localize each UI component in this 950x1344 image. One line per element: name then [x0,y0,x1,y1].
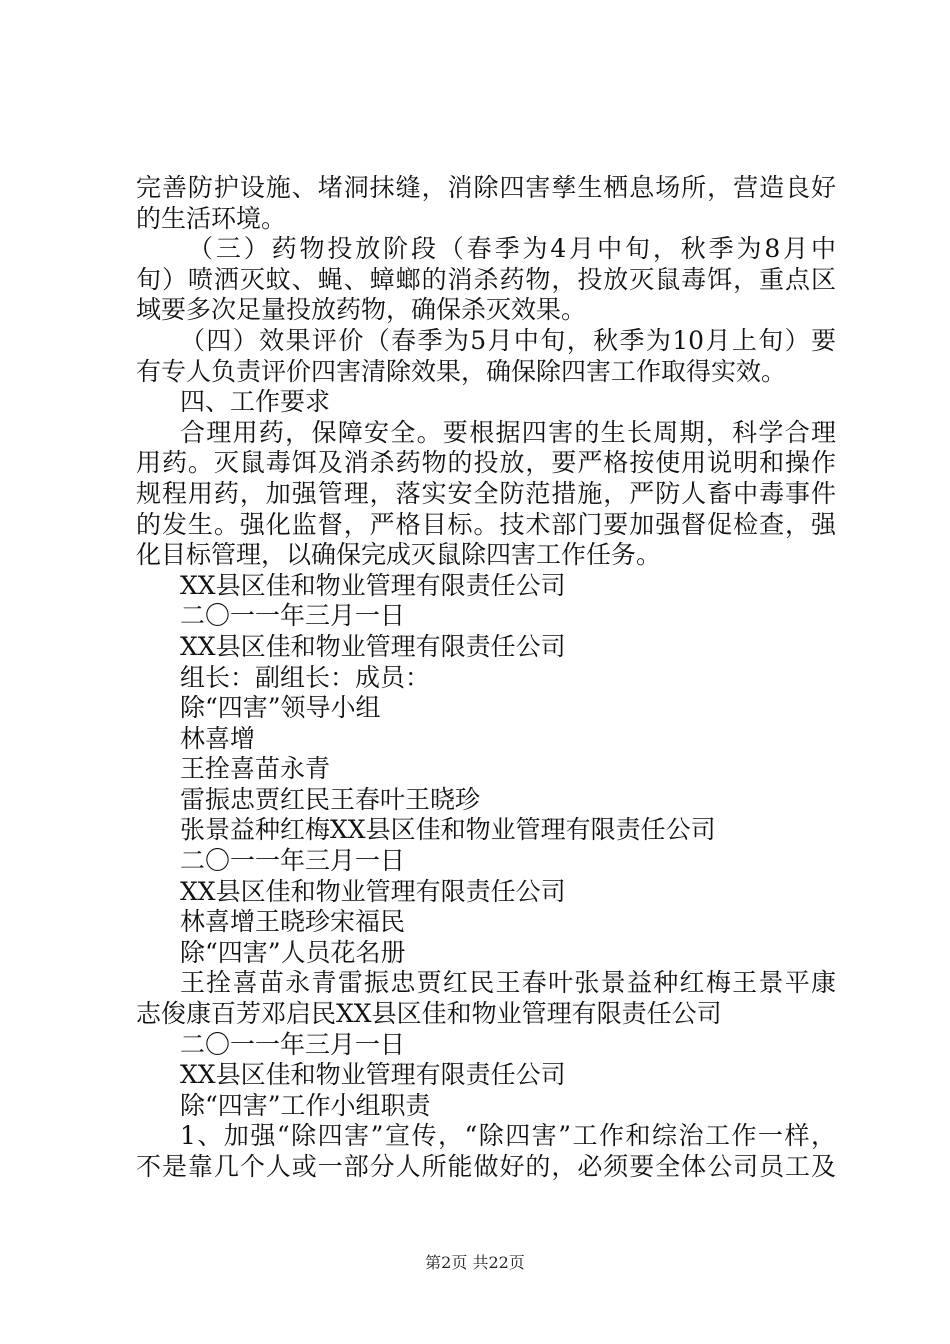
date-line: 二〇一一年三月一日 [180,846,406,876]
section-heading: 除“四害”领导小组 [180,693,381,723]
date-line: 二〇一一年三月一日 [180,1029,406,1059]
text-line: 域要多次足量投放药物，确保杀灭效果。 [136,295,587,325]
text-line: 旬）喷洒灭蚊、蝇、蟑螂的消杀药物，投放灭鼠毒饵，重点区 [136,264,836,294]
section-heading: 除“四害”工作小组职责 [180,1090,431,1120]
text-line: （三）药物投放阶段（春季为4月中旬，秋季为8月中 [188,234,836,264]
text-line: 不是靠几个人或一部分人所能做好的，必须要全体公司员工及 [136,1152,836,1181]
text-line: 雷振忠贾红民王春叶王晓珍 [180,784,481,814]
text-line: 的发生。强化监督，严格目标。技术部门要加强督促检查，强 [136,509,836,539]
text-line: （四）效果评价（春季为5月中旬，秋季为10月上旬）要 [180,325,836,355]
text-line: 组长：副组长：成员： [180,662,431,692]
company-name: XX县区佳和物业管理有限责任公司 [180,1060,566,1090]
date-line: 二〇一一年三月一日 [180,601,406,631]
text-line: 志俊康百芳邓启民XX县区佳和物业管理有限责任公司 [136,999,722,1029]
page-number-footer: 第2页 共22页 [425,1253,525,1272]
text-line: 王拴喜苗永青 [180,754,331,784]
text-line: 合理用药，保障安全。要根据四害的生长周期，科学合理 [180,417,836,447]
section-heading: 除“四害”人员花名册 [180,937,406,967]
text-line: 林喜增王晓珍宋福民 [180,907,406,937]
text-line: 的生活环境。 [136,203,287,233]
text-line: 完善防护设施、堵洞抹缝，消除四害孳生栖息场所，营造良好 [136,173,836,202]
text-line: 林喜增 [180,723,256,753]
text-line: 张景益种红梅XX县区佳和物业管理有限责任公司 [180,815,716,845]
text-line: 有专人负责评价四害清除效果，确保除四害工作取得实效。 [136,356,787,386]
company-name: XX县区佳和物业管理有限责任公司 [180,631,566,661]
company-name: XX县区佳和物业管理有限责任公司 [180,570,566,600]
section-heading: 四、工作要求 [180,387,331,417]
document-body [136,173,836,1183]
text-line: 化目标管理，以确保完成灭鼠除四害工作任务。 [136,540,662,570]
text-line: 用药。灭鼠毒饵及消杀药物的投放，要严格按使用说明和操作 [136,448,836,478]
text-line: 规程用药，加强管理，落实安全防范措施，严防人畜中毒事件 [136,478,836,508]
company-name: XX县区佳和物业管理有限责任公司 [180,876,566,906]
text-line: 王拴喜苗永青雷振忠贾红民王春叶张景益种红梅王景平康 [180,968,836,998]
text-line: 1、加强“除四害”宣传，“除四害”工作和综治工作一样， [180,1121,836,1151]
